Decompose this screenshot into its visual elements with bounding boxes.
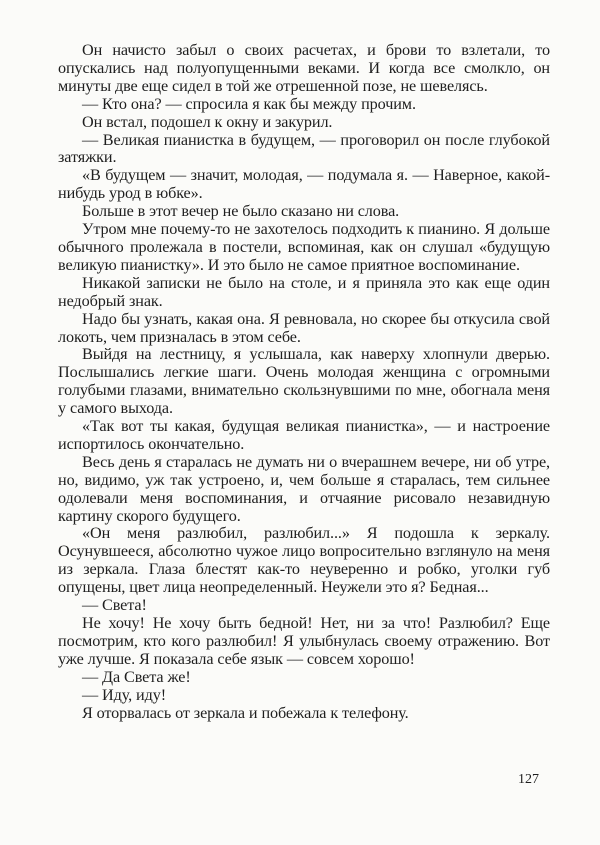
paragraph: «В будущем — значит, молодая, — подумала я. — Наверное, какой-нибудь урод в юбке». bbox=[58, 166, 550, 203]
paragraph: «Он меня разлюбил, разлюбил...» Я подошла к зеркалу. Осунувшееся, абсолютно чужое лицо вопросительно взглянуло на меня из зеркала. Глаза блестят как-то неуверенно и робко, уголки губ опущены, цвет лица неопределенный. Неужели это я? Бедная... bbox=[58, 524, 550, 597]
paragraph: Он начисто забыл о своих расчетах, и брови то взлетали, то опускались над полуопущенными веками. И когда все смолкло, он минуты две еще сидел в той же отрешенной позе, не шевелясь. bbox=[58, 41, 550, 95]
paragraph: — Великая пианистка в будущем, — проговорил он после глубокой затяжки. bbox=[58, 130, 550, 167]
paragraph: — Да Света же! bbox=[82, 667, 191, 686]
page-number: 127 bbox=[518, 772, 539, 787]
paragraph: Я оторвалась от зеркала и побежала к телефону. bbox=[82, 703, 409, 722]
paragraph: — Света! bbox=[82, 596, 147, 615]
paragraph: — Иду, иду! bbox=[82, 685, 167, 704]
paragraph: Не хочу! Не хочу быть бедной! Нет, ни за что! Разлюбил? Еще посмотрим, кто кого разлюбил! Я улыбнулась своему отражению. Вот уже лучше. Я показала себе язык — совсем хорошо! bbox=[58, 614, 550, 668]
paragraph: «Так вот ты какая, будущая великая пианистка», — и настроение испортилось окончательно. bbox=[58, 417, 550, 453]
paragraph: Выйдя на лестницу, я услышала, как наверху хлопнули дверью. Послышались легкие шаги. Очень молодая женщина с огромными голубыми глазами, внимательно скользнувшими по мне, обогнала меня у самого выхода. bbox=[58, 345, 550, 418]
paragraph: Никакой записки не было на столе, и я приняла это как еще один недобрый знак. bbox=[58, 273, 550, 310]
paragraph: Надо бы узнать, какая она. Я ревновала, но скорее бы откусила свой локоть, чем призналась в этом себе. bbox=[58, 309, 550, 346]
paragraph: — Кто она? — спросила я как бы между прочим. bbox=[82, 94, 416, 113]
paragraph: Он встал, подошел к окну и закурил. bbox=[82, 112, 333, 131]
paragraph: Утром мне почему-то не захотелось подходить к пианино. Я дольше обычного пролежала в постели, вспоминая, как он слушал «будущую великую пианистку». И это было не самое приятное воспоминание. bbox=[58, 220, 550, 274]
body-text bbox=[58, 42, 550, 722]
paragraph: Весь день я старалась не думать ни о вчерашнем вечере, ни об утре, но, видимо, уж так устроено, и, чем больше я старалась, тем сильнее одолевали меня воспоминания, и отчаяние рисовало незавидную картину скорого будущего. bbox=[58, 452, 550, 525]
paragraph: Больше в этот вечер не было сказано ни слова. bbox=[82, 202, 400, 221]
